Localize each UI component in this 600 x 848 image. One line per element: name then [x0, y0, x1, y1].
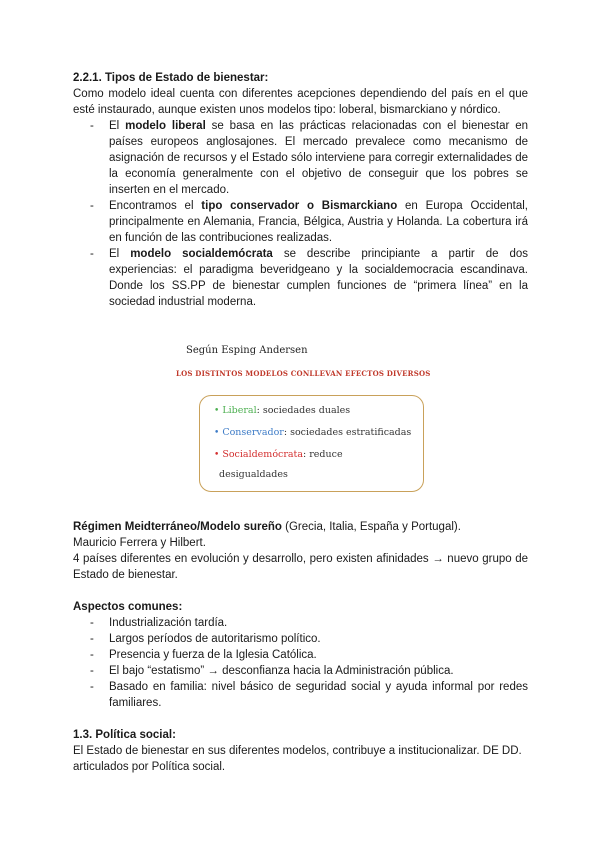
list-item: - Encontramos el tipo conservador o Bismarckiano en Europa Occidental, principalmente en Alemania, Francia, Bélgica, Austria y Holanda. La cobertura irá en función de las contribuciones realizadas. — [73, 198, 528, 246]
aspectos-list — [73, 615, 528, 711]
figure-entry-socialdemocrata: • Socialdemócrata: reduce — [214, 449, 343, 460]
bullet-icon: • — [214, 428, 220, 438]
figure-title: Según Esping Andersen — [186, 345, 308, 356]
section-13-text: El Estado de bienestar en sus diferentes modelos, contribuye a institucionalizar. DE DD. articulados por Política social. — [73, 745, 522, 773]
list-item: - El bajo “estatismo” → desconfianza hacia la Administración pública. — [73, 663, 528, 679]
list-item: - Largos períodos de autoritarismo político. — [73, 631, 528, 647]
figure-entry-continuation: desigualdades — [219, 469, 288, 480]
list-item: - El modelo liberal se basa en las prácticas relacionadas con el bienestar en países europeos anglosajones. El mercado prevalece como mecanismo de asignación de recursos y el Estado sólo interviene para corregir externalidades de la economía generalmente con el objetivo de conseguir que los pobres se inserten en el mercado. — [73, 118, 528, 198]
figure-subtitle: LOS DISTINTOS MODELOS CONLLEVAN EFECTOS DIVERSOS — [176, 369, 431, 378]
models-list — [73, 118, 528, 310]
section-221-intro: Como modelo ideal cuenta con diferentes acepciones dependiendo del país en el que esté instaurado, aunque existen unos modelos tipo: loberal, bismarckiano y nórdico. — [73, 88, 528, 116]
list-item: - El modelo socialdemócrata se describe principiante a partir de dos experiencias: el paradigma beveridgeano y la socialdemocracia escandinava. Donde los SS.PP de bienestar cumplen funciones de “primera línea” en la sociedad industrial moderna. — [73, 246, 528, 310]
esping-andersen-figure — [176, 345, 431, 493]
section-221-title: 2.2.1. Tipos de Estado de bienestar: — [73, 72, 269, 84]
figure-entry-conservador: • Conservador: sociedades estratificadas — [214, 427, 412, 438]
mediterraneo-title: Régimen Meidterráneo/Modelo sureño (Grecia, Italia, España y Portugal). — [73, 521, 461, 533]
list-item: - Presencia y fuerza de la Iglesia Católica. — [73, 647, 528, 663]
list-item: - Basado en familia: nivel básico de seguridad social y ayuda informal por redes familiares. — [73, 679, 528, 711]
mediterraneo-text: 4 países diferentes en evolución y desarrollo, pero existen afinidades → nuevo grupo de Estado de bienestar. — [73, 553, 528, 581]
aspectos-title: Aspectos comunes: — [73, 601, 183, 613]
list-item: - Industrialización tardía. — [73, 615, 528, 631]
mediterraneo-authors: Mauricio Ferrera y Hilbert. — [73, 537, 206, 549]
document-page — [73, 70, 528, 310]
figure-entry-liberal: • Liberal: sociedades duales — [214, 405, 351, 416]
figure-box — [199, 395, 424, 492]
bullet-icon: • — [214, 406, 220, 416]
bullet-icon: • — [214, 450, 220, 460]
document-page-lower — [73, 519, 528, 775]
section-13-title: 1.3. Política social: — [73, 729, 176, 741]
